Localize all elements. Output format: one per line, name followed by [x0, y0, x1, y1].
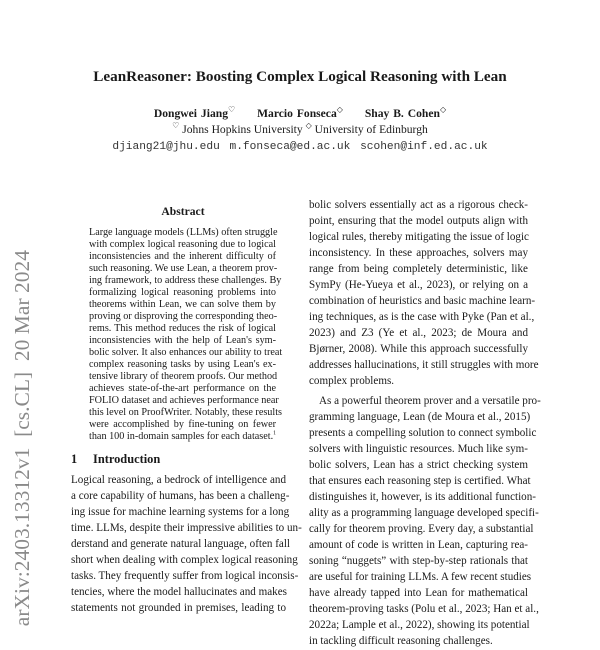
text-line — [309, 309, 535, 325]
text-line-content: rems. This method reduces the risk of logical — [89, 323, 276, 334]
text-line — [89, 251, 276, 263]
text-line-content: complex reasoning tasks by using Lean's ex- — [89, 359, 276, 370]
text-line-content: 2022a; Lample et al., 2022), showing its potential — [309, 619, 530, 631]
text-line — [309, 569, 532, 585]
text-line-content: inconsistencies and the inherent difficulty of — [89, 251, 276, 262]
text-line-content: ing framework, to address these challenges. By — [89, 275, 282, 286]
text-line — [71, 504, 290, 520]
text-line — [309, 261, 528, 277]
text-line — [89, 311, 276, 323]
text-line-content: Large language models (LLMs) often struggle — [89, 227, 278, 238]
text-line — [309, 585, 528, 601]
text-line-content: achieves state-of-the-art performance on the — [89, 383, 276, 394]
text-line-content: were accomplished by fine-tuning on fewer — [89, 419, 276, 430]
text-line-content: that ensures each reasoning step is certified. What — [309, 475, 531, 487]
text-line-content: combination of heuristics and basic machine learn- — [309, 295, 536, 307]
text-line-content: tensive library of theorem proofs. Our method — [89, 371, 278, 382]
affiliation: Johns Hopkins University — [182, 123, 303, 136]
text-line-content: cally for theorem proving. Every day, a substantial — [309, 523, 534, 535]
text-line — [309, 409, 531, 425]
text-line-content: theorems within Lean, we can solve them by — [89, 299, 276, 310]
text-line-content: have already tapped into Lean for mathematical — [309, 587, 528, 599]
arxiv-stamp-text: arXiv:2403.13312v1 [cs.CL] 20 Mar 2024 — [10, 250, 34, 627]
text-line-content: short when dealing with complex logical reasoning — [71, 554, 298, 566]
text-line-content: with complex logical reasoning due to logical — [89, 239, 276, 250]
text-line — [309, 325, 528, 341]
text-line — [309, 341, 528, 357]
email: djiang21@jhu.edu — [112, 141, 220, 153]
affiliation: University of Edinburgh — [314, 123, 428, 136]
text-line-content: statements not grounded in premises, leading to — [71, 602, 286, 614]
text-line — [89, 371, 276, 383]
affiliations: ♡ Johns Hopkins University ◇ University of Edinburgh — [172, 121, 428, 136]
paper-title: LeanReasoner: Boosting Complex Logical Reasoning with Lean — [93, 68, 507, 85]
text-line — [89, 323, 276, 335]
text-line — [89, 347, 283, 359]
text-line-content: addresses hallucinations, it still struggles with more — [309, 359, 539, 371]
text-line — [309, 457, 528, 473]
author: Dongwei Jiang♡ — [153, 105, 236, 120]
text-line — [309, 373, 528, 389]
text-line-content: a core capability of humans, has been a challeng- — [71, 490, 290, 502]
abstract-heading: Abstract — [161, 205, 205, 218]
text-line — [71, 584, 286, 600]
text-line-content: inconsistencies with the help of Lean's sym- — [89, 335, 276, 346]
text-line — [89, 227, 276, 239]
text-line — [309, 505, 539, 521]
text-line — [309, 601, 539, 617]
text-line — [309, 537, 528, 553]
section-title: Introduction — [93, 452, 161, 466]
text-line-content: ing issue for machine learning systems for a long — [71, 506, 290, 518]
author-emails — [0, 140, 600, 154]
footnote-mark: 1 — [273, 430, 277, 437]
text-line — [89, 395, 279, 407]
text-line-content: ing techniques, as is the case with Pyke (Pan et al., — [309, 311, 535, 323]
text-line-content: bolic solvers essentially act as a rigorous check- — [309, 199, 528, 211]
text-line-content: presents a compelling solution to connect symbolic — [309, 427, 537, 439]
text-line-content: tasks. They frequently suffer from logical inconsis- — [71, 570, 299, 582]
text-line — [309, 553, 528, 569]
text-line — [89, 431, 276, 443]
right-column-body — [309, 197, 541, 649]
text-line — [309, 473, 531, 489]
text-line — [71, 568, 299, 584]
author-list — [0, 107, 600, 121]
text-line-content: 2023) and Z3 (Ye et al., 2023; de Moura and — [309, 327, 528, 339]
text-line — [89, 299, 276, 311]
text-line-content: range from being completely deterministic, like — [309, 263, 528, 275]
text-line-content: ality as a programming language developed specifi- — [309, 507, 539, 519]
text-line-content: in tackling difficult reasoning challenges. — [309, 635, 493, 647]
text-line-content: than 100 in-domain samples for each dataset. — [89, 431, 274, 442]
text-line-content: logical rules, thereby mitigating the issue of logic — [309, 231, 529, 243]
text-line-content: soning “nuggets” with step-by-step rationals that — [309, 555, 528, 567]
text-line — [309, 393, 541, 409]
text-line-content: bolic solver. It also enhances our ability to treat — [89, 347, 283, 358]
text-line — [309, 441, 528, 457]
text-line-content: solvers with linguistic resources. Much like sym- — [309, 443, 528, 455]
paragraph — [309, 393, 541, 649]
text-line — [89, 287, 276, 299]
text-line — [89, 263, 276, 275]
text-line — [71, 552, 298, 568]
abstract-body — [89, 227, 283, 443]
text-line — [89, 383, 276, 395]
text-line-content: are useful for training LLMs. A few recent studies — [309, 571, 532, 583]
text-line-content: theorem-proving tasks (Polu et al., 2023; Han et al., — [309, 603, 539, 615]
text-line — [309, 277, 528, 293]
text-line — [71, 472, 286, 488]
text-line — [309, 213, 528, 229]
text-line — [309, 633, 528, 649]
text-line — [309, 197, 528, 213]
author: Shay B. Cohen◇ — [364, 105, 447, 120]
text-line-content: complex problems. — [309, 375, 395, 387]
text-line-content: this level on ProofWriter. Notably, these results — [89, 407, 283, 418]
text-line-content: derstand and generate natural language, often fall — [71, 538, 290, 550]
text-line-content: tencies, where the model hallucinates and makes — [71, 586, 287, 598]
text-line-content: distinguishes it, however, is its additional function- — [309, 491, 536, 503]
text-line — [71, 520, 302, 536]
section-number: 1 — [71, 452, 78, 466]
introduction-body — [71, 472, 302, 616]
text-line — [309, 617, 528, 633]
text-line — [309, 489, 536, 505]
text-line-content: amount of code is written in Lean, capturing rea- — [309, 539, 528, 551]
email: m.fonseca@ed.ac.uk — [229, 141, 351, 153]
text-line — [309, 357, 539, 373]
text-line-content: gramming language, Lean (de Moura et al., 2015) — [309, 411, 531, 423]
author: Marcio Fonseca◇ — [257, 105, 343, 120]
text-line-content: Bjørner, 2008). While this approach successfully — [309, 343, 528, 355]
text-line — [71, 600, 286, 616]
text-line — [89, 275, 282, 287]
text-line-content: FOLIO dataset and achieves performance near — [89, 395, 279, 406]
text-line-content: bolic solvers, Lean has a strict checking system — [309, 459, 528, 471]
text-line — [309, 521, 534, 537]
text-line — [89, 359, 276, 371]
text-line — [89, 419, 276, 431]
text-line — [89, 407, 283, 419]
text-line-content: Logical reasoning, a bedrock of intelligence and — [71, 474, 286, 486]
text-line — [89, 239, 276, 251]
arxiv-stamp — [8, 250, 38, 650]
email: scohen@inf.ed.ac.uk — [360, 141, 488, 153]
text-line — [71, 488, 290, 504]
text-line-content: SymPy (He-Yueya et al., 2023), or relying on a — [309, 279, 528, 291]
text-line — [309, 245, 528, 261]
text-line — [309, 229, 528, 245]
text-line — [89, 335, 276, 347]
section-heading-introduction — [71, 452, 160, 467]
text-line-content: time. LLMs, despite their impressive abilities to un- — [71, 522, 302, 534]
text-line — [71, 536, 290, 552]
text-line-content: inconsistency. In these approaches, solvers may — [309, 247, 528, 259]
text-line — [309, 293, 536, 309]
text-line-content: As a powerful theorem prover and a versatile pro- — [319, 395, 541, 407]
text-line — [309, 425, 537, 441]
text-line-content: such reasoning. We use Lean, a theorem prov- — [89, 263, 278, 274]
text-line-content: point, ensuring that the model outputs align with — [309, 215, 528, 227]
text-line-content: proving or disproving the corresponding theo- — [89, 311, 278, 322]
text-line-content: formalizing logical reasoning problems into — [89, 287, 276, 298]
